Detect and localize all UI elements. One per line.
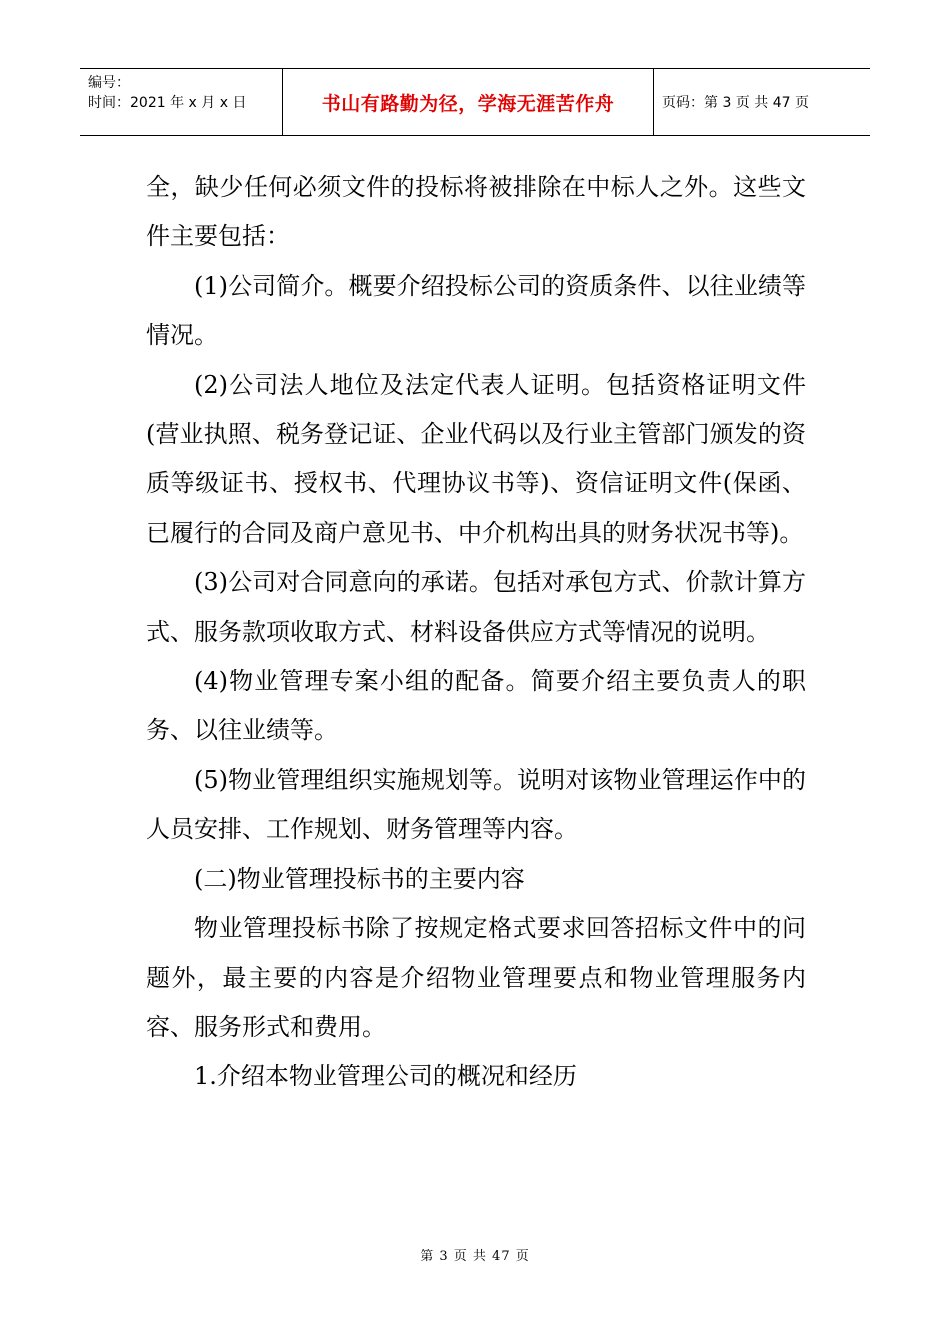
paragraph-item-4: (4)物业管理专案小组的配备。简要介绍主要负责人的职务、以往业绩等。 bbox=[146, 667, 806, 745]
paragraph-intro: 物业管理投标书除了按规定格式要求回答招标文件中的问题外，最主要的内容是介绍物业管理要点和物业管理服务内容、服务形式和费用。 bbox=[146, 914, 806, 1041]
document-number-label: 编号： bbox=[88, 75, 130, 91]
subsection-heading-1: 1.介绍本物业管理公司的概况和经历 bbox=[194, 1062, 577, 1091]
document-body bbox=[146, 163, 806, 1102]
header-meta bbox=[80, 69, 282, 135]
page-footer: 第 3 页 共 47 页 bbox=[420, 1249, 530, 1264]
paragraph-continuation: 全，缺少任何必须文件的投标将被排除在中标人之外。这些文件主要包括： bbox=[146, 173, 806, 251]
section-heading-2: (二)物业管理投标书的主要内容 bbox=[194, 864, 525, 893]
document-time-label: 时间：2021 年 x 月 x 日 bbox=[88, 95, 247, 111]
header-page-info: 页码：第 3 页 共 47 页 bbox=[662, 95, 809, 111]
paragraph-item-3: (3)公司对合同意向的承诺。包括对承包方式、价款计算方式、服务款项收取方式、材料设备供应方式等情况的说明。 bbox=[146, 568, 806, 646]
paragraph-item-1: (1)公司简介。概要介绍投标公司的资质条件、以往业绩等情况。 bbox=[146, 271, 806, 350]
paragraph-item-5: (5)物业管理组织实施规划等。说明对该物业管理运作中的人员安排、工作规划、财务管理等内容。 bbox=[146, 765, 806, 844]
paragraph-item-2: (2)公司法人地位及法定代表人证明。包括资格证明文件(营业执照、税务登记证、企业代码以及行业主管部门颁发的资质等级证书、授权书、代理协议书等)、资信证明文件(保函、已履行的合同及商户意见书、中介机构出具的财务状况书等)。 bbox=[146, 370, 806, 547]
header-motto: 书山有路勤为径，学海无涯苦作舟 bbox=[282, 69, 654, 135]
page-header bbox=[80, 68, 870, 136]
